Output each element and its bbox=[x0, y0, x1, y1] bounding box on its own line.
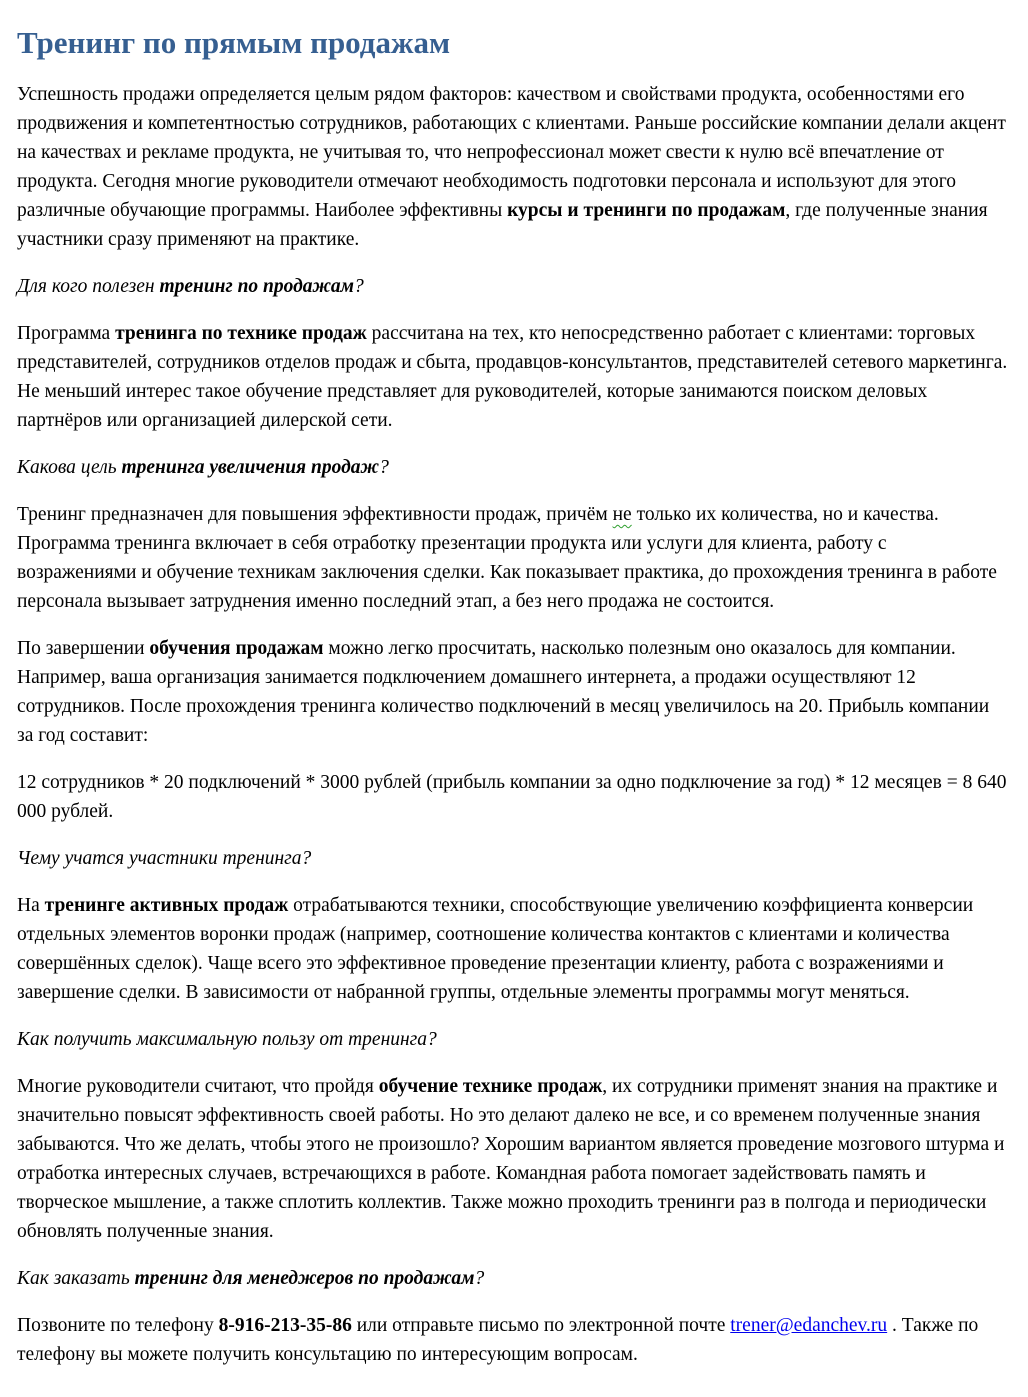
section-heading-audience bbox=[17, 272, 1010, 301]
spellchecked-word: не bbox=[612, 504, 632, 525]
text-run: Многие руководители считают, что пройдя bbox=[17, 1076, 379, 1097]
text-run: Чему учатся участники тренинга? bbox=[17, 848, 312, 869]
text-run: Позвоните по телефону bbox=[17, 1315, 219, 1336]
text-run: 12 сотрудников * 20 подключений * 3000 рублей (прибыль компании за одно подключение за год) * 12 месяцев = 8 640 000 рублей. bbox=[17, 772, 1007, 822]
text-run: только их количества, но и качества. Программа тренинга включает в себя отработку презентации продукта или услуги для клиента, работу с возражениями и обучение техникам заключения сделки. Как показывает практика, до прохождения тренинга в работе персонала вызывает затруднения именно последний этап, а без него продажа не состоится. bbox=[17, 504, 997, 612]
email-link[interactable]: trener@edanchev.ru bbox=[730, 1315, 888, 1336]
section-heading-skills bbox=[17, 844, 1010, 873]
text-run: ? bbox=[474, 1268, 485, 1289]
text-run: или отправьте письмо по электронной почте bbox=[351, 1315, 731, 1336]
bold-text-run: 8-916-213-35-86 bbox=[218, 1315, 352, 1336]
bold-text-run: курсы и тренинги по продажам bbox=[507, 200, 786, 221]
bold-text-run: тренинге активных продаж bbox=[44, 895, 289, 916]
text-run: отрабатываются техники, способствующие увеличению коэффициента конверсии отдельных элементов воронки продаж (например, соотношение количества контактов с клиентами и количества совершённых сделок). Чаще всего это эффективное проведение презентации клиенту, работа с возражениями и завершение сделки. В зависимости от набранной группы, отдельные элементы программы могут меняться. bbox=[17, 895, 974, 1003]
bold-text-run: обучения продажам bbox=[149, 638, 324, 659]
roi-formula-paragraph bbox=[17, 768, 1010, 826]
intro-paragraph bbox=[17, 80, 1010, 254]
text-run: , где полученные знания участники сразу применяют на практике. bbox=[17, 200, 988, 250]
text-run: ? bbox=[353, 276, 364, 297]
text-run: Для кого полезен bbox=[17, 276, 160, 297]
text-run: ? bbox=[379, 457, 389, 478]
text-run: Как заказать bbox=[17, 1268, 135, 1289]
section-heading-order bbox=[17, 1264, 1010, 1293]
bold-text-run: тренинга увеличения продаж bbox=[121, 457, 380, 478]
text-run: можно легко просчитать, насколько полезным оно оказалось для компании. Например, ваша организация занимается подключением домашнего интернета, а продажи осуществляют 12 сотрудников. После прохождения тренинга количество подключений в месяц увеличилось на 20. Прибыль компании за год составит: bbox=[17, 638, 990, 746]
text-run: Какова цель bbox=[17, 457, 122, 478]
text-run: Успешность продажи определяется целым рядом факторов: качеством и свойствами продукта, особенностями его продвижения и компетентностью сотрудников, работающих с клиентами. Раньше российские компании делали акцент на качествах и рекламе продукта, не учитывая то, что непрофессионал может свести к нулю всё впечатление от продукта. Сегодня многие руководители отмечают необходимость подготовки персонала и используют для этого различные обучающие программы. Наиболее эффективны bbox=[17, 84, 1006, 221]
goal-paragraph bbox=[17, 500, 1010, 616]
bold-text-run: тренинг для менеджеров по продажам bbox=[134, 1268, 475, 1289]
text-run: , их сотрудники применят знания на практике и значительно повысят эффективность своей работы. Но это делают далеко не все, и со временем полученные знания забываются. Что же делать, чтобы этого не произошло? Хорошим вариантом является проведение мозгового штурма и отработка интересных случаев, встречающихся в работе. Командная работа помогает задействовать память и творческое мышление, а также сплотить коллектив. Также можно проходить тренинги раз в полгода и периодически обновлять полученные знания. bbox=[17, 1076, 1005, 1242]
skills-paragraph bbox=[17, 891, 1010, 1007]
roi-example-paragraph bbox=[17, 634, 1010, 750]
text-run: На bbox=[17, 895, 45, 916]
document-body bbox=[17, 24, 1010, 1369]
contact-paragraph bbox=[17, 1311, 1010, 1369]
section-heading-goal bbox=[17, 453, 1010, 482]
bold-text-run: тренинг по продажам bbox=[159, 276, 354, 297]
page-title: Тренинг по прямым продажам bbox=[17, 25, 451, 60]
text-run: рассчитана на тех, кто непосредственно работает с клиентами: торговых представителей, сотрудников отделов продаж и сбыта, продавцов-консультантов, представителей сетевого маркетинга. Не меньший интерес такое обучение представляет для руководителей, которые занимаются поиском деловых партнёров или организацией дилерской сети. bbox=[17, 323, 1008, 431]
text-run: Программа bbox=[17, 323, 116, 344]
text-run: По завершении bbox=[17, 638, 150, 659]
bold-text-run: обучение технике продаж bbox=[378, 1076, 603, 1097]
audience-paragraph bbox=[17, 319, 1010, 435]
document-content bbox=[17, 80, 1010, 1369]
bold-text-run: тренинга по технике продаж bbox=[115, 323, 367, 344]
text-run: Тренинг предназначен для повышения эффективности продаж, причём bbox=[17, 504, 613, 525]
retention-paragraph bbox=[17, 1072, 1010, 1246]
section-heading-max-benefit bbox=[17, 1025, 1010, 1054]
text-run: . Также по телефону вы можете получить консультацию по интересующим вопросам. bbox=[17, 1315, 979, 1365]
text-run: Как получить максимальную пользу от тренинга? bbox=[17, 1029, 437, 1050]
